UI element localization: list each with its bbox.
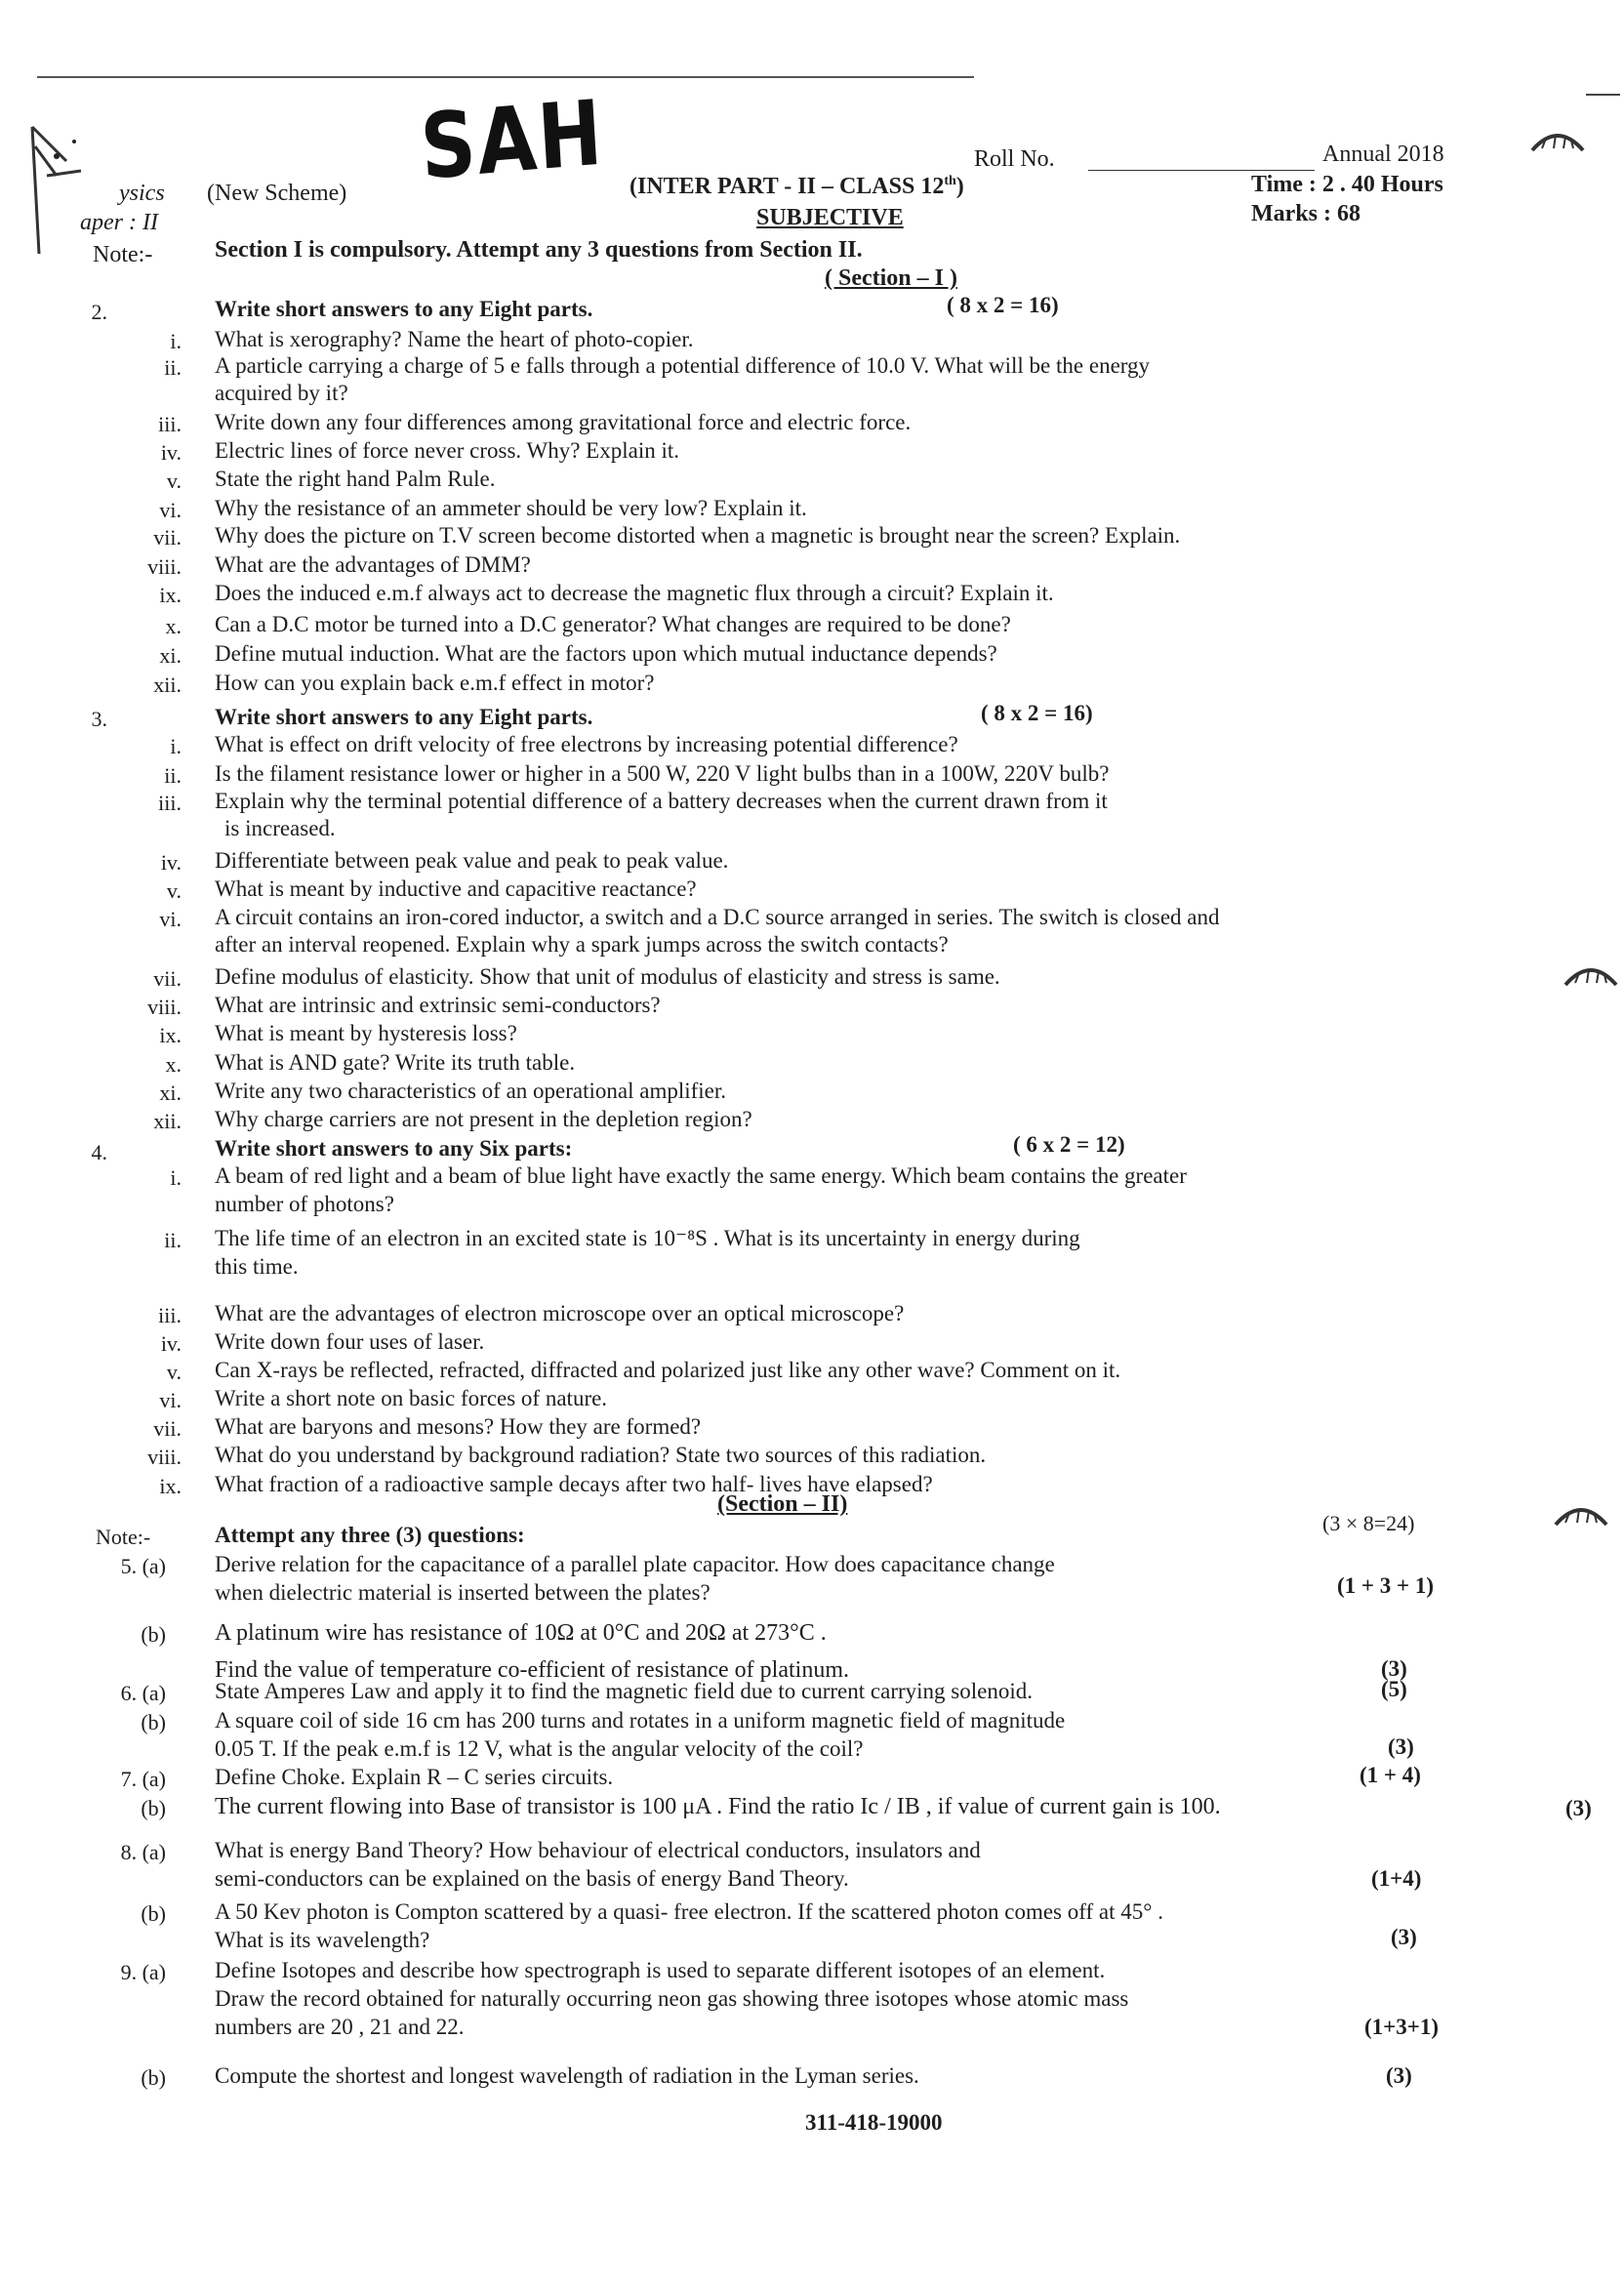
long-question-marks: (1+3+1)	[1364, 2015, 1440, 2039]
item-text: A circuit contains an iron-cored inductor, a switch and a D.C source arranged in series. The switch is closed and	[215, 905, 1220, 929]
item-text: Can X-rays be reflected, refracted, diffracted and polarized just like any other wave? Comment on it.	[215, 1358, 1121, 1382]
question-number: 2.	[91, 300, 107, 324]
question-number: 4.	[91, 1140, 107, 1164]
long-question-marks: (3)	[1391, 1925, 1417, 1949]
long-question-number: (b)	[141, 2065, 166, 2090]
item-number: i.	[170, 734, 182, 758]
item-text: Electric lines of force never cross. Why? Explain it.	[215, 438, 680, 463]
item-text: A beam of red light and a beam of blue light have exactly the same energy. Which beam contains the greater	[215, 1163, 1187, 1188]
long-question-number: (b)	[141, 1622, 166, 1647]
long-question-number: (b)	[141, 1901, 166, 1926]
item-text: Differentiate between peak value and peak to peak value.	[215, 848, 729, 873]
item-text: What is meant by inductive and capacitive reactance?	[215, 877, 697, 901]
long-question-text: The current flowing into Base of transistor is 100 μA . Find the ratio Ic / IB , if value of current gain is 100.	[215, 1794, 1221, 1819]
item-number: x.	[165, 1052, 182, 1077]
item-number: ix.	[159, 1023, 182, 1047]
item-text: acquired by it?	[215, 381, 348, 405]
note-label: Note:-	[93, 242, 153, 267]
long-question-text: when dielectric material is inserted between the plates?	[215, 1580, 710, 1605]
item-text: Explain why the terminal potential difference of a battery decreases when the current drawn from it	[215, 789, 1108, 813]
item-number: v.	[166, 469, 182, 493]
item-text: What are the advantages of DMM?	[215, 552, 531, 577]
long-question-number: 6. (a)	[120, 1681, 166, 1705]
stamp-mark	[1563, 961, 1618, 987]
item-text: What is effect on drift velocity of free electrons by increasing potential difference?	[215, 732, 958, 756]
item-text: Write any two characteristics of an operational amplifier.	[215, 1079, 727, 1103]
long-question-marks: (3)	[1388, 1734, 1414, 1759]
item-text: Define mutual induction. What are the factors upon which mutual inductance depends?	[215, 641, 997, 666]
long-question-marks: (1+4)	[1371, 1866, 1422, 1891]
long-question-text: semi-conductors can be explained on the basis of energy Band Theory.	[215, 1866, 849, 1891]
item-number: iii.	[158, 1303, 182, 1327]
item-text: Does the induced e.m.f always act to decrease the magnetic flux through a circuit? Explain it.	[215, 581, 1054, 605]
stamp-mark	[1530, 127, 1585, 152]
subjective-heading: SUBJECTIVE	[756, 205, 904, 230]
long-question-number: 9. (a)	[120, 1960, 166, 1984]
paper-label: aper : II	[80, 210, 158, 235]
item-text: What are baryons and mesons? How they are formed?	[215, 1414, 702, 1439]
item-number: ix.	[159, 1474, 182, 1498]
long-question-marks: (1 + 3 + 1)	[1337, 1573, 1435, 1598]
section-two-marks: (3 × 8=24)	[1322, 1511, 1415, 1535]
handwritten-mark: SAH	[418, 80, 607, 200]
item-text: Is the filament resistance lower or higher in a 500 W, 220 V light bulbs than in a 100W, 220V bulb?	[215, 761, 1110, 786]
long-question-marks: (1 + 4)	[1360, 1763, 1421, 1787]
item-text: A particle carrying a charge of 5 e falls through a potential difference of 10.0 V. What will be the energy	[215, 353, 1151, 378]
item-text: Can a D.C motor be turned into a D.C generator? What changes are required to be done?	[215, 612, 1011, 636]
note-text: Section I is compulsory. Attempt any 3 questions from Section II.	[215, 237, 863, 263]
item-number: ii.	[164, 763, 182, 788]
marks-label: Marks : 68	[1251, 201, 1360, 226]
item-text: What do you understand by background radiation? State two sources of this radiation.	[215, 1443, 987, 1467]
item-number: vi.	[159, 498, 182, 522]
item-number: i.	[170, 1165, 182, 1190]
item-text: What is meant by hysteresis loss?	[215, 1021, 517, 1045]
item-number: vii.	[153, 525, 182, 550]
item-text: number of photons?	[215, 1192, 394, 1216]
item-text: this time.	[215, 1254, 299, 1279]
subject-label: ysics	[119, 181, 165, 206]
long-question-number: 8. (a)	[120, 1840, 166, 1864]
item-number: xii.	[153, 1109, 182, 1133]
class-superscript: th	[944, 174, 956, 188]
item-number: vi.	[159, 907, 182, 931]
item-text: after an interval reopened. Explain why a spark jumps across the switch contacts?	[215, 932, 949, 957]
roll-no-label: Roll No.	[974, 146, 1055, 172]
item-number: iii.	[158, 791, 182, 815]
item-number: ix.	[159, 583, 182, 607]
long-question-marks: (5)	[1381, 1677, 1407, 1701]
section-two-note-label: Note:-	[96, 1525, 151, 1549]
item-number: iv.	[160, 440, 182, 465]
long-question-number: (b)	[141, 1796, 166, 1820]
item-number: x.	[165, 614, 182, 638]
item-text: What are intrinsic and extrinsic semi-conductors?	[215, 993, 661, 1017]
roll-no-line	[1088, 170, 1315, 171]
class-label: (INTER PART - II – CLASS 12	[629, 174, 945, 199]
item-text: State the right hand Palm Rule.	[215, 467, 496, 491]
long-question-marks: (3)	[1381, 1656, 1407, 1681]
long-question-text: 0.05 T. If the peak e.m.f is 12 V, what is the angular velocity of the coil?	[215, 1736, 864, 1761]
item-text: What is xerography? Name the heart of photo-copier.	[215, 327, 694, 351]
session-label: Annual 2018	[1322, 142, 1444, 167]
item-text: How can you explain back e.m.f effect in motor?	[215, 671, 655, 695]
long-question-number: 5. (a)	[120, 1554, 166, 1578]
item-number: v.	[166, 1360, 182, 1384]
long-question-number: 7. (a)	[120, 1767, 166, 1791]
item-text: What are the advantages of electron microscope over an optical microscope?	[215, 1301, 905, 1326]
item-text: The life time of an electron in an excited state is 10⁻⁸S . What is its uncertainty in energy during	[215, 1226, 1080, 1250]
question-marks: ( 6 x 2 = 12)	[1013, 1132, 1125, 1157]
section-two-title: (Section – II)	[717, 1491, 848, 1517]
long-question-text: A square coil of side 16 cm has 200 turns and rotates in a uniform magnetic field of magnitude	[215, 1708, 1066, 1733]
long-question-text: A 50 Kev photon is Compton scattered by a quasi- free electron. If the scattered photon comes off at 45° .	[215, 1899, 1163, 1924]
question-heading: Write short answers to any Eight parts.	[215, 705, 593, 729]
item-number: viii.	[147, 1445, 182, 1469]
item-number: v.	[166, 878, 182, 903]
long-question-text: Find the value of temperature co-efficient of resistance of platinum.	[215, 1657, 849, 1683]
long-question-text: Compute the shortest and longest wavelength of radiation in the Lyman series.	[215, 2063, 919, 2088]
item-text: Why the resistance of an ammeter should be very low? Explain it.	[215, 496, 807, 520]
long-question-text: numbers are 20 , 21 and 22.	[215, 2015, 465, 2039]
time-label: Time : 2 . 40 Hours	[1251, 172, 1443, 197]
item-number: xii.	[153, 673, 182, 697]
item-number: viii.	[147, 554, 182, 579]
section-one-title: ( Section – I )	[825, 265, 957, 291]
item-text: Write a short note on basic forces of nature.	[215, 1386, 608, 1410]
paper-code: 311-418-19000	[805, 2110, 943, 2135]
question-heading: Write short answers to any Six parts:	[215, 1136, 573, 1161]
question-number: 3.	[91, 707, 107, 731]
item-text: is increased.	[224, 816, 336, 840]
question-marks: ( 8 x 2 = 16)	[981, 701, 1093, 725]
long-question-marks: (3)	[1565, 1796, 1592, 1820]
long-question-number: (b)	[141, 1710, 166, 1734]
item-text: What is AND gate? Write its truth table.	[215, 1050, 576, 1075]
long-question-text: Derive relation for the capacitance of a parallel plate capacitor. How does capacitance change	[215, 1552, 1055, 1576]
item-number: iii.	[158, 412, 182, 436]
item-text: Write down four uses of laser.	[215, 1329, 485, 1354]
item-number: vi.	[159, 1388, 182, 1412]
item-number: vii.	[153, 1416, 182, 1441]
item-number: xi.	[159, 643, 182, 668]
item-number: ii.	[164, 1228, 182, 1252]
class-close: )	[955, 174, 964, 199]
item-text: Define modulus of elasticity. Show that unit of modulus of elasticity and stress is same.	[215, 964, 1000, 989]
item-text: Why charge carriers are not present in the depletion region?	[215, 1107, 752, 1131]
item-number: ii.	[164, 355, 182, 380]
item-text: Why does the picture on T.V screen become distorted when a magnetic is brought near the screen? Explain.	[215, 523, 1181, 548]
scheme-label: (New Scheme)	[207, 181, 347, 206]
question-marks: ( 8 x 2 = 16)	[947, 293, 1059, 317]
item-number: iv.	[160, 850, 182, 875]
item-number: xi.	[159, 1081, 182, 1105]
item-text: What fraction of a radioactive sample decays after two half- lives have elapsed?	[215, 1472, 933, 1496]
long-question-text: What is energy Band Theory? How behaviour of electrical conductors, insulators and	[215, 1838, 981, 1862]
item-number: vii.	[153, 966, 182, 991]
stamp-mark	[1554, 1501, 1608, 1527]
corner-dash-mark	[1586, 94, 1620, 96]
item-number: i.	[170, 329, 182, 353]
long-question-marks: (3)	[1386, 2063, 1412, 2088]
item-number: viii.	[147, 995, 182, 1019]
question-heading: Write short answers to any Eight parts.	[215, 297, 593, 321]
section-two-note-text: Attempt any three (3) questions:	[215, 1523, 525, 1547]
long-question-text: Define Choke. Explain R – C series circuits.	[215, 1765, 614, 1789]
long-question-text: A platinum wire has resistance of 10Ω at 0°C and 20Ω at 273°C .	[215, 1620, 827, 1646]
top-rule-line	[37, 76, 974, 78]
item-number: iv.	[160, 1331, 182, 1356]
long-question-text: What is its wavelength?	[215, 1928, 430, 1952]
long-question-text: State Amperes Law and apply it to find the magnetic field due to current carrying solenoid.	[215, 1679, 1033, 1703]
item-text: Write down any four differences among gravitational force and electric force.	[215, 410, 912, 434]
long-question-text: Draw the record obtained for naturally occurring neon gas showing three isotopes whose atomic mass	[215, 1986, 1129, 2011]
long-question-text: Define Isotopes and describe how spectrograph is used to separate different isotopes of an element.	[215, 1958, 1106, 1982]
scan-smudge-mark	[27, 117, 96, 264]
